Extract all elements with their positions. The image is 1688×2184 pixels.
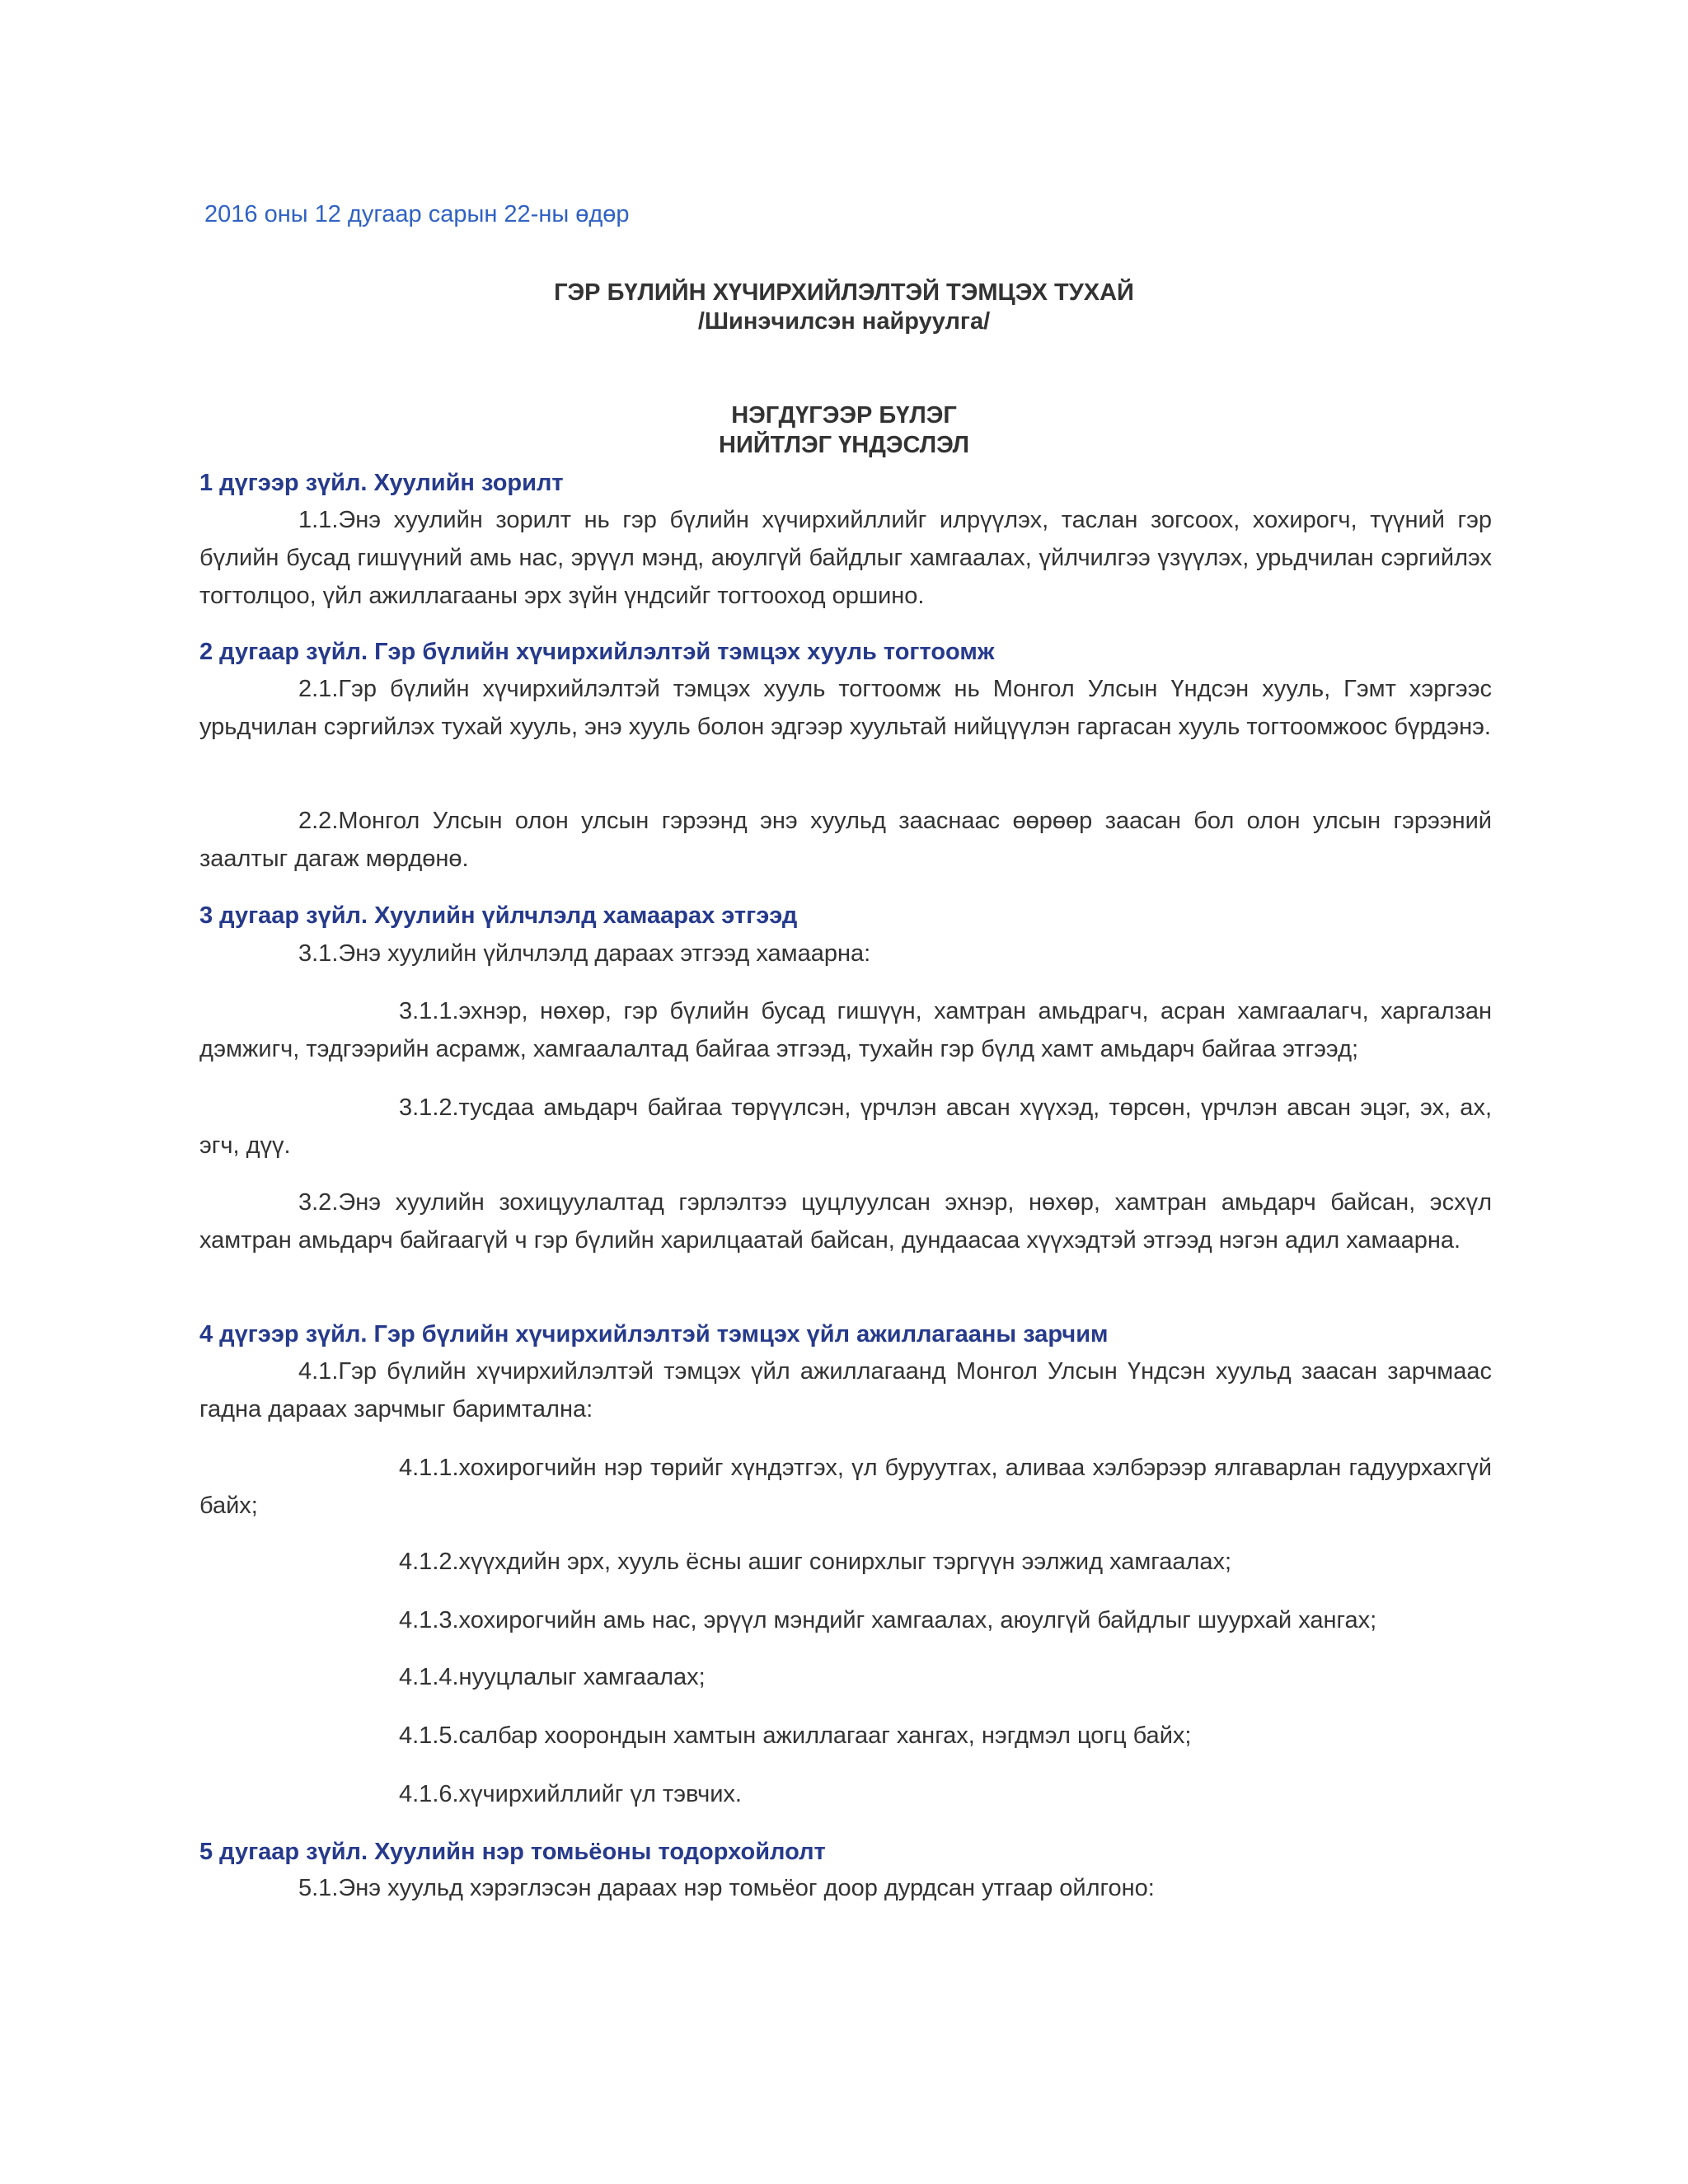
paragraph-2-2: 2.2.Монгол Улсын олон улсын гэрээнд энэ хуульд зааснаас өөрөөр заасан бол олон улсын гэрээний заалтыг дагаж мөрдөнө. bbox=[199, 808, 1492, 872]
document-date: 2016 оны 12 дугаар сарын 22-ны өдөр bbox=[204, 201, 630, 227]
paragraph-3-1: 3.1.Энэ хуулийн үйлчлэлд дараах этгээд хамаарна: bbox=[298, 940, 871, 967]
article-4-heading: 4 дүгээр зүйл. Гэр бүлийн хүчирхийлэлтэй тэмцэх үйл ажиллагааны зарчим bbox=[199, 1321, 1109, 1347]
paragraph-4-1-6: 4.1.6.хүчирхийллийг үл тэвчих. bbox=[399, 1781, 742, 1807]
chapter-number: НЭГДҮГЭЭР БҮЛЭГ bbox=[731, 402, 957, 429]
chapter-title: НИЙТЛЭГ ҮНДЭСЛЭЛ bbox=[719, 432, 969, 458]
paragraph-4-1: 4.1.Гэр бүлийн хүчирхийлэлтэй тэмцэх үйл ажиллагаанд Монгол Улсын Үндсэн хуульд заасан зарчмаас гадна дараах зарчмыг баримтална: bbox=[199, 1358, 1492, 1422]
paragraph-4-1-5: 4.1.5.салбар хоорондын хамтын ажиллагааг хангах, нэгдмэл цогц байх; bbox=[399, 1722, 1192, 1749]
paragraph-4-1-1: 4.1.1.хохирогчийн нэр төрийг хүндэтгэх, үл буруутгах, аливаа хэлбэрээр ялгаварлан гадуурхахгүй байх; bbox=[199, 1455, 1492, 1519]
paragraph-3-1-1: 3.1.1.эхнэр, нөхөр, гэр бүлийн бусад гишүүн, хамтран амьдрагч, асран хамгаалагч, харгалзан дэмжигч, тэдгээрийн асрамж, хамгаалалтад байгаа этгээд, тухайн гэр бүлд хамт амьдарч байгаа этгээд; bbox=[199, 998, 1492, 1062]
law-subtitle: /Шинэчилсэн найруулга/ bbox=[697, 308, 991, 335]
paragraph-3-2: 3.2.Энэ хуулийн зохицуулалтад гэрлэлтээ цуцлуулсан эхнэр, нөхөр, хамтран амьдарч байсан, эсхүл хамтран амьдарч байгаагүй ч гэр бүлийн харилцаатай байсан, дундаасаа хүүхэдтэй этгээд нэгэн адил хамаарна. bbox=[199, 1189, 1492, 1254]
paragraph-1-1: 1.1.Энэ хуулийн зорилт нь гэр бүлийн хүчирхийллийг илрүүлэх, таслан зогсоох, хохирогч, түүний гэр бүлийн бусад гишүүний амь нас, эрүүл мэнд, аюулгүй байдлыг хамгаалах, үйлчилгээ үзүүлэх, урьдчилан сэргийлэх тогтолцоо, үйл ажиллагааны эрх зүйн үндсийг тогтооход оршино. bbox=[199, 507, 1492, 609]
paragraph-3-1-2: 3.1.2.тусдаа амьдарч байгаа төрүүлсэн, үрчлэн авсан хүүхэд, төрсөн, үрчлэн авсан эцэг, эх, ах, эгч, дүү. bbox=[199, 1094, 1492, 1159]
article-1-heading: 1 дүгээр зүйл. Хуулийн зорилт bbox=[199, 470, 564, 496]
paragraph-2-1: 2.1.Гэр бүлийн хүчирхийлэлтэй тэмцэх хууль тогтоомж нь Монгол Улсын Үндсэн хууль, Гэмт хэргээс урьдчилан сэргийлэх тухай хууль, энэ хууль болон эдгээр хуультай нийцүүлэн гаргасан хууль тогтоомжоос бүрдэнэ. bbox=[199, 676, 1492, 740]
paragraph-4-1-3: 4.1.3.хохирогчийн амь нас, эрүүл мэндийг хамгаалах, аюулгүй байдлыг шуурхай хангах; bbox=[399, 1607, 1377, 1633]
paragraph-5-1: 5.1.Энэ хуульд хэрэглэсэн дараах нэр томьёог доор дурдсан утгаар ойлгоно: bbox=[298, 1875, 1155, 1901]
law-title: ГЭР БҮЛИЙН ХҮЧИРХИЙЛЭЛТЭЙ ТЭМЦЭХ ТУХАЙ bbox=[554, 279, 1134, 306]
article-2-heading: 2 дугаар зүйл. Гэр бүлийн хүчирхийлэлтэй тэмцэх хууль тогтоомж bbox=[199, 639, 995, 665]
article-3-heading: 3 дугаар зүйл. Хуулийн үйлчлэлд хамаарах этгээд bbox=[199, 902, 798, 929]
paragraph-4-1-4: 4.1.4.нууцлалыг хамгаалах; bbox=[399, 1664, 706, 1690]
paragraph-4-1-2: 4.1.2.хүүхдийн эрх, хууль ёсны ашиг сонирхлыг тэргүүн ээлжид хамгаалах; bbox=[399, 1549, 1232, 1575]
article-5-heading: 5 дугаар зүйл. Хуулийн нэр томьёоны тодорхойлолт bbox=[199, 1839, 826, 1865]
